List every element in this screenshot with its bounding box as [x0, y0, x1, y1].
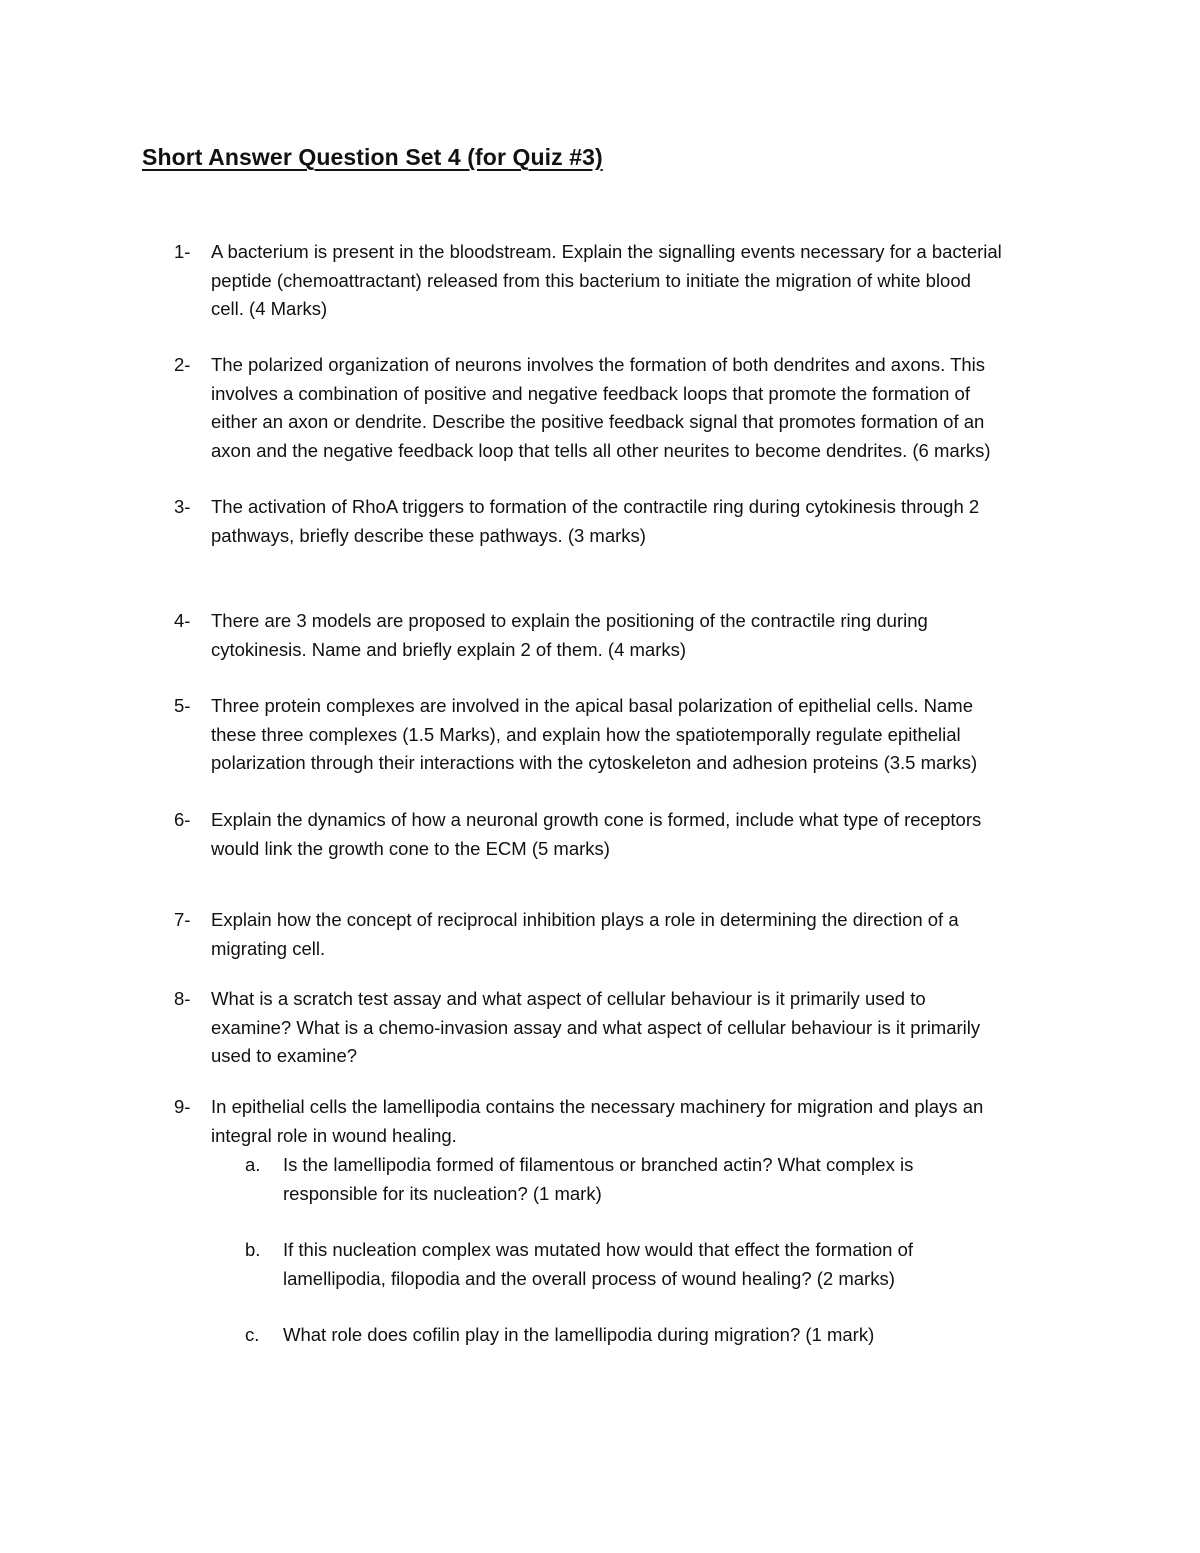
question-line: Explain the dynamics of how a neuronal growth cone is formed, include what type of receptors	[211, 809, 982, 830]
question-line: Three protein complexes are involved in the apical basal polarization of epithelial cells. Name	[211, 695, 973, 716]
subpart-label: a.	[245, 1154, 261, 1175]
subpart-line: responsible for its nucleation? (1 mark)	[283, 1182, 602, 1204]
subpart-line: If this nucleation complex was mutated how would that effect the formation of	[283, 1239, 914, 1260]
question-number: 2-	[174, 354, 191, 375]
question-text	[211, 493, 1071, 550]
subpart-line: What role does cofilin play in the lamellipodia during migration? (1 mark)	[283, 1324, 875, 1345]
question-line: migrating cell.	[211, 937, 326, 959]
question-line: involves a combination of positive and negative feedback loops that promote the formation of	[211, 382, 970, 404]
question-text	[211, 238, 1071, 324]
question-number: 9-	[174, 1096, 191, 1117]
question-line: What is a scratch test assay and what aspect of cellular behaviour is it primarily used to	[211, 988, 926, 1009]
question-line: would link the growth cone to the ECM (5 marks)	[211, 837, 610, 859]
question-line: cell. (4 Marks)	[211, 298, 328, 319]
question-number: 5-	[174, 695, 191, 716]
question-text	[211, 607, 1071, 664]
question-line: examine? What is a chemo-invasion assay and what aspect of cellular behaviour is it primarily	[211, 1016, 981, 1038]
question-line: A bacterium is present in the bloodstream. Explain the signalling events necessary for a bacterial	[211, 241, 1002, 262]
question-line: In epithelial cells the lamellipodia contains the necessary machinery for migration and plays an	[211, 1096, 984, 1117]
question-line: used to examine?	[211, 1045, 358, 1066]
question-number: 6-	[174, 809, 191, 830]
subpart-label: c.	[245, 1324, 260, 1345]
question-line: The activation of RhoA triggers to formation of the contractile ring during cytokinesis through 2	[211, 496, 980, 517]
question-line: integral role in wound healing.	[211, 1124, 457, 1146]
subpart-label: b.	[245, 1239, 261, 1260]
question-line: peptide (chemoattractant) released from this bacterium to initiate the migration of white blood	[211, 269, 971, 291]
subpart-text	[283, 1236, 1063, 1293]
question-number: 8-	[174, 988, 191, 1009]
subpart-text	[283, 1321, 1063, 1350]
question-text	[211, 692, 1071, 778]
question-line: There are 3 models are proposed to explain the positioning of the contractile ring during	[211, 610, 928, 631]
question-line: Explain how the concept of reciprocal inhibition plays a role in determining the direction of a	[211, 909, 959, 930]
question-line: either an axon or dendrite. Describe the positive feedback signal that promotes formation of an	[211, 411, 985, 432]
question-text	[211, 906, 1071, 963]
question-text	[211, 1093, 1071, 1150]
question-line: axon and the negative feedback loop that tells all other neurites to become dendrites. (6 marks)	[211, 439, 991, 461]
subpart-text	[283, 1151, 1063, 1208]
question-line: polarization through their interactions with the cytoskeleton and adhesion proteins (3.5 marks)	[211, 752, 978, 773]
question-line: cytokinesis. Name and briefly explain 2 of them. (4 marks)	[211, 638, 687, 660]
question-line: these three complexes (1.5 Marks), and explain how the spatiotemporally regulate epithelial	[211, 723, 961, 745]
document-title: Short Answer Question Set 4 (for Quiz #3)	[142, 144, 603, 170]
subpart-line: Is the lamellipodia formed of filamentous or branched actin? What complex is	[283, 1154, 914, 1175]
question-text	[211, 806, 1071, 863]
question-text	[211, 985, 1071, 1071]
question-number: 1-	[174, 241, 191, 262]
question-line: The polarized organization of neurons involves the formation of both dendrites and axons. This	[211, 354, 986, 375]
question-number: 3-	[174, 496, 191, 517]
question-text	[211, 351, 1071, 465]
question-line: pathways, briefly describe these pathways. (3 marks)	[211, 524, 646, 546]
subpart-line: lamellipodia, filopodia and the overall process of wound healing? (2 marks)	[283, 1267, 895, 1289]
question-number: 7-	[174, 909, 191, 930]
question-number: 4-	[174, 610, 191, 631]
